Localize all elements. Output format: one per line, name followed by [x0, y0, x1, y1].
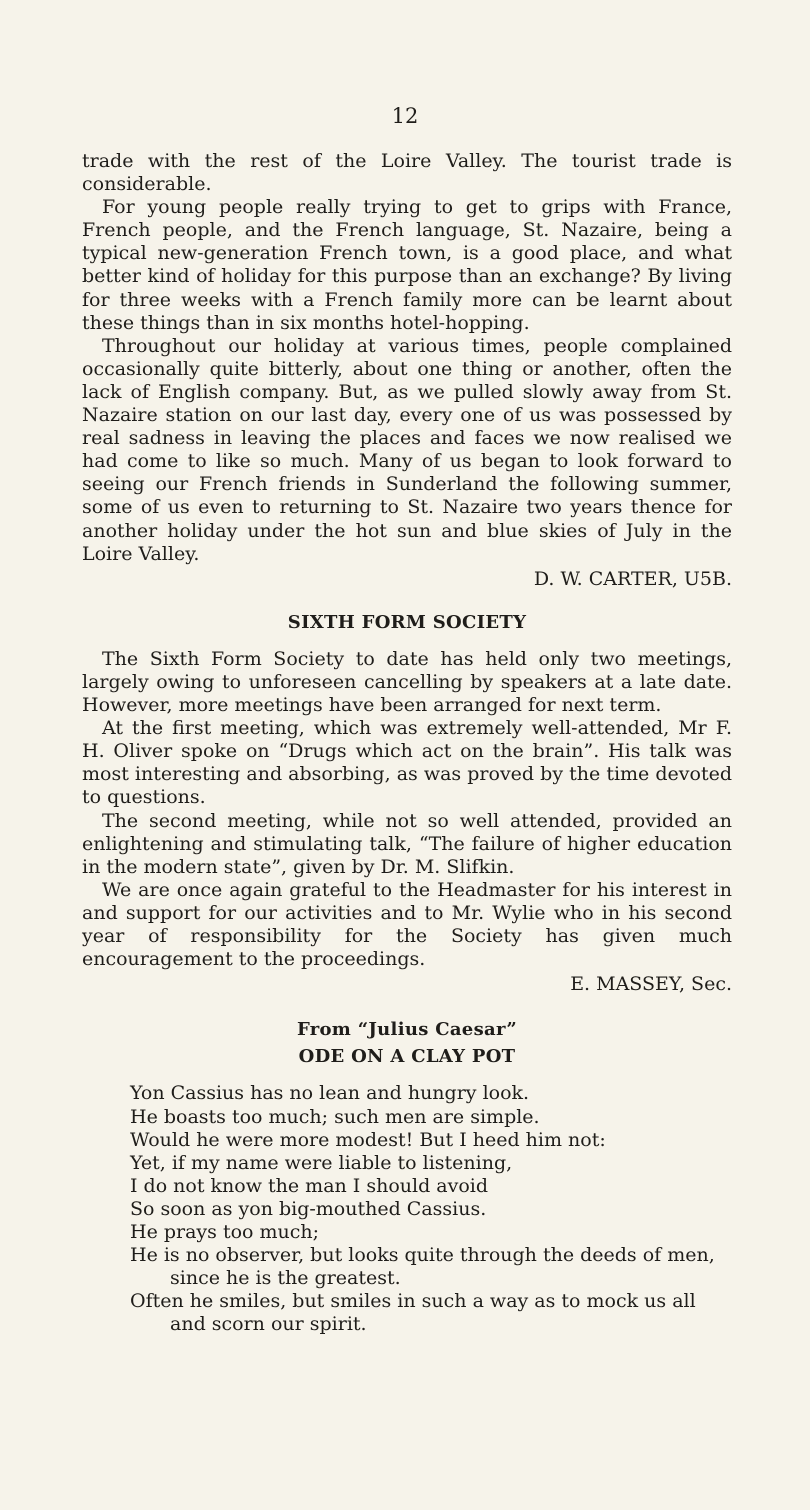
page-number: 12 [391, 104, 419, 128]
poem-line: Yet, if my name were liable to listening, [130, 1151, 513, 1174]
page-body [82, 150, 732, 1337]
article-sixth-form-society [82, 611, 732, 997]
poem-line: He is no observer, but looks quite through the deeds of men, since he is the greatest. [130, 1244, 715, 1290]
poem-line: He prays too much; [130, 1221, 320, 1244]
poem-title: ODE ON A CLAY POT [298, 1046, 516, 1068]
paragraph: The Sixth Form Society to date has held only two meetings, largely owing to unforeseen cancelling by speakers at a late date. However, more meetings have been arranged for next term. [82, 647, 732, 717]
paragraph: Throughout our holiday at various times, people complained occasionally quite bitterly, about one thing or another, often the lack of English company. But, as we pulled slowly away from St. Nazaire station on our last day, every one of us was possessed by real sadness in leaving the places and faces we now realised we had come to like so much. Many of us began to look forward to seeing our French friends in Sunderland the following summer, some of us even to returning to St. Nazaire two years thence for another holiday under the hot sun and blue skies of July in the Loire Valley. [82, 334, 732, 565]
paragraph: We are once again grateful to the Headmaster for his interest in and support for our activities and to Mr. Wylie who in his second year of responsibility for the Society has given much encouragement to the proceedings. [82, 878, 732, 971]
paragraph: For young people really trying to get to grips with France, French people, and the French language, St. Nazaire, being a typical new-generation French town, is a good place, and what better kind of holiday for this purpose than an exchange? By living for three weeks with a French family more can be learnt about these things than in six months hotel-hopping. [82, 196, 732, 334]
article-loire-exchange [82, 150, 732, 591]
poem-line: I do not know the man I should avoid [130, 1174, 489, 1197]
poem-line: Would he were more modest! But I heed him not: [130, 1128, 606, 1151]
poem-line: Yon Cassius has no lean and hungry look. [130, 1082, 530, 1105]
section-heading: SIXTH FORM SOCIETY [287, 611, 527, 633]
poem-section [82, 1018, 732, 1336]
author-signature: E. MASSEY, Sec. [570, 973, 732, 996]
poem-body [130, 1082, 732, 1336]
poem-line: He boasts too much; such men are simple. [130, 1105, 540, 1128]
paragraph: trade with the rest of the Loire Valley. The tourist trade is considerable. [82, 150, 732, 196]
author-signature: D. W. CARTER, U5B. [533, 567, 732, 590]
paragraph: At the first meeting, which was extremely well-attended, Mr F. H. Oliver spoke on “Drugs which act on the brain”. His talk was most interesting and absorbing, as was proved by the time devoted to questions. [82, 717, 732, 809]
poem-source: From “Julius Caesar” [296, 1019, 518, 1041]
poem-line: Often he smiles, but smiles in such a way as to mock us all and scorn our spirit. [130, 1290, 696, 1336]
poem-line: So soon as yon big-mouthed Cassius. [130, 1197, 487, 1220]
paragraph: The second meeting, while not so well attended, provided an enlightening and stimulating talk, “The failure of higher education in the modern state”, given by Dr. M. Slifkin. [82, 809, 732, 878]
